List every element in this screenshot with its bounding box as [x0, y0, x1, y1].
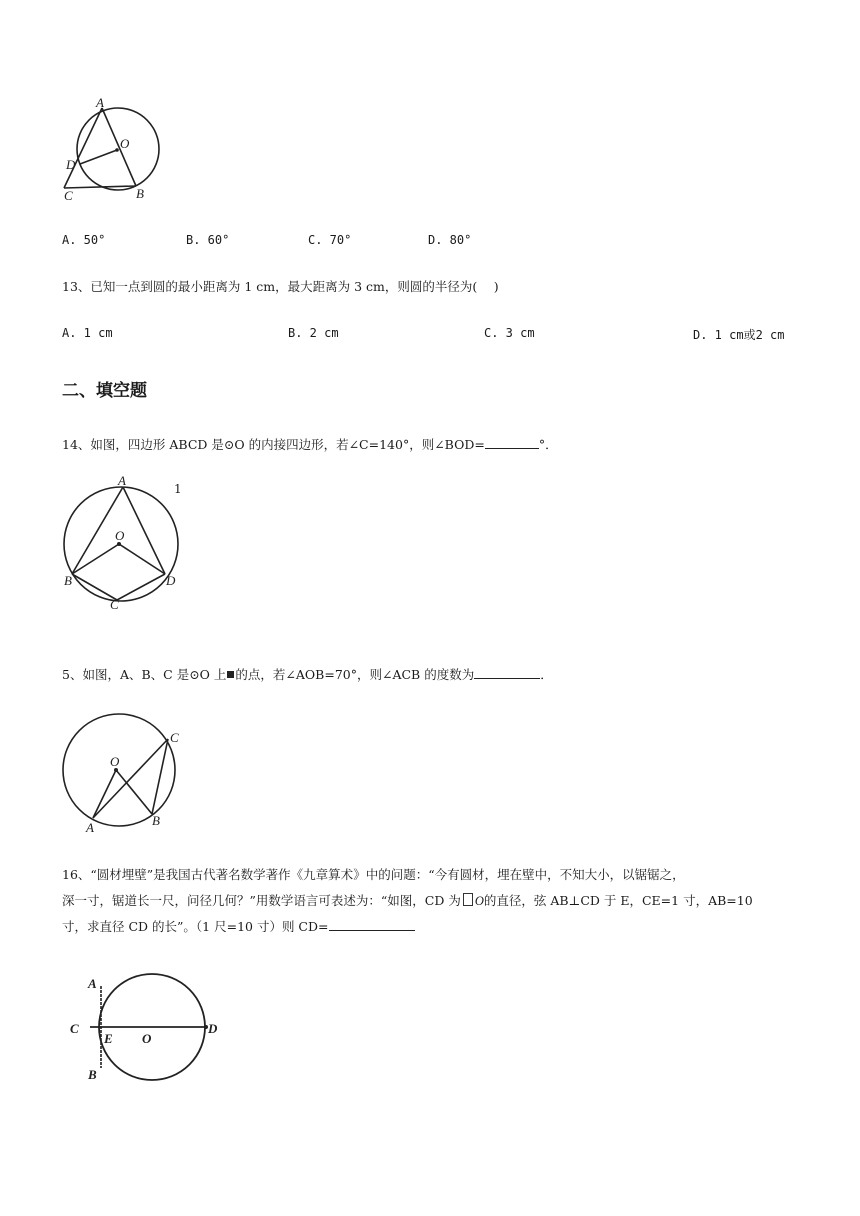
q14-label-O: O [115, 528, 125, 543]
q14-text-before: 14、如图，四边形 ABCD 是⊙O 的内接四边形，若∠C=140°，则∠BOD= [62, 437, 485, 452]
q15-text-after: ． [540, 667, 553, 682]
q12-label-O: O [120, 136, 130, 151]
q12-option-c[interactable]: C. 70° [308, 233, 352, 247]
q13-option-c[interactable]: C. 3 cm [484, 326, 535, 340]
q12-option-a[interactable]: A. 50° [62, 233, 106, 247]
q16-stem-line1: 16、“圆材埋壁”是我国古代著名数学著作《九章算术》中的问题：“今有圆材，埋在壁中，不知大小，以锯锯之， [62, 867, 685, 882]
q16-label-A: A [88, 976, 97, 991]
q15-answer-blank[interactable] [474, 666, 540, 679]
q16-label-O: O [142, 1031, 152, 1046]
q14-label-A: A [118, 473, 126, 488]
q12-option-d[interactable]: D. 80° [428, 233, 472, 247]
q16-line2-O: O [474, 894, 484, 908]
q15-text-before: 5、如图，A、B、C 是⊙O 上 [62, 667, 227, 682]
q14-stem [62, 434, 558, 456]
q16-stem-line2 [62, 890, 753, 912]
q16-answer-blank[interactable] [329, 918, 415, 931]
q13-option-d[interactable]: D. 1 cm或2 cm [693, 328, 785, 342]
q16-label-B: B [88, 1067, 97, 1082]
q14-label-C: C [110, 597, 119, 612]
q16-stem-line3 [62, 916, 415, 938]
q15-stem [62, 664, 553, 686]
q15-figure [60, 712, 190, 837]
section-title: 二、填空题 [62, 381, 147, 401]
q12-option-b[interactable]: B. 60° [186, 233, 230, 247]
q12-label-B: B [136, 186, 144, 201]
missing-glyph-box [463, 893, 473, 906]
q15-label-B: B [152, 813, 160, 828]
q12-figure [60, 96, 170, 206]
q15-label-A: A [86, 820, 94, 835]
q12-label-D: D [66, 157, 76, 172]
q14-answer-blank[interactable] [485, 436, 539, 449]
q15-label-C: C [170, 730, 179, 745]
q16-line3-before: 寸，求直径 CD 的长”。（1 尺=10 寸）则 CD= [62, 919, 329, 934]
q16-line2-before: 深一寸，锯道长一尺，问径几何？”用数学语言可表述为：“如图，CD 为 [62, 893, 461, 908]
q13-option-a[interactable]: A. 1 cm [62, 326, 113, 340]
q15-label-O: O [110, 754, 120, 769]
q13-stem: 13、已知一点到圆的最小距离为 1 cm，最大距离为 3 cm，则圆的半径为( ) [62, 279, 499, 294]
q14-page-mark: 1 [174, 482, 182, 496]
q16-label-C: C [70, 1021, 79, 1036]
q14-label-D: D [166, 573, 176, 588]
q12-label-C: C [64, 188, 73, 203]
q14-text-after: °． [538, 437, 558, 452]
black-square-glyph [227, 671, 234, 678]
q16-line2-after: 的直径，弦 AB⊥CD 于 E，CE=1 寸，AB=10 [483, 893, 753, 908]
q15-text-mid: 的点，若∠AOB=70°，则∠ACB 的度数为 [235, 667, 475, 682]
q13-option-b[interactable]: B. 2 cm [288, 326, 339, 340]
q14-figure [60, 472, 185, 617]
q16-label-D: D [208, 1021, 218, 1036]
q14-label-B: B [64, 573, 72, 588]
q12-label-A: A [96, 95, 104, 110]
q16-label-E: E [104, 1031, 113, 1046]
q16-figure [66, 972, 226, 1088]
